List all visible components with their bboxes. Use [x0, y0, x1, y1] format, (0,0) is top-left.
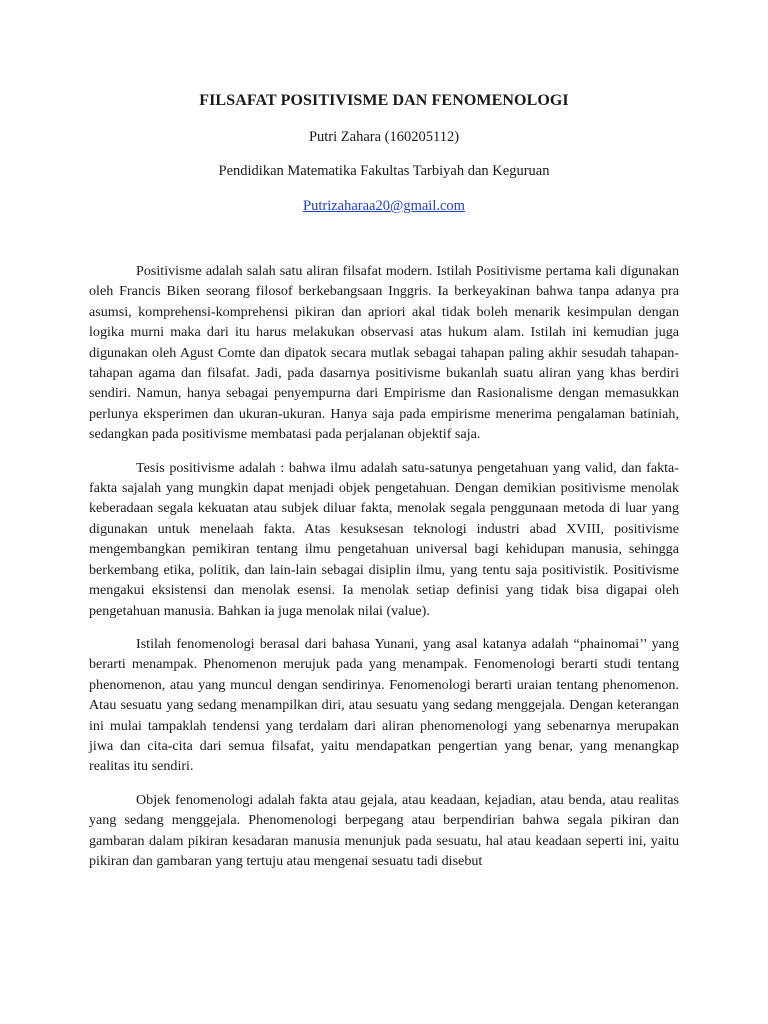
author-name: Putri Zahara (160205112) [308, 129, 460, 145]
body-paragraph: Positivisme adalah salah satu aliran filsafat modern. Istilah Positivisme pertama kali digunakan oleh Francis Biken seorang filosof berkebangsaan Inggris. Ia berkeyakinan bahwa tanpa adanya pra asumsi, komprehensi-komprehensi pikiran dan apriori akal tidak boleh menarik kesimpulan dengan logika murni maka dari itu harus melakukan observasi atas hukum alam. Istilah ini kemudian juga digunakan oleh Agust Comte dan dipatok secara mutlak sebagai tahapan paling akhir sesudah tahapan-tahapan agama dan filsafat. Jadi, pada dasarnya positivisme bukanlah suatu aliran yang khas berdiri sendiri. Namun, hanya sebagai penyempurna dari Empirisme dan Rasionalisme dengan memasukkan perlunya eksperimen dan ukuran-ukuran. Hanya saja pada empirisme menerima pengalaman batiniah, sedangkan pada positivisme membatasi pada perjalanan objektif saja. [89, 263, 679, 443]
author-email [0, 198, 768, 215]
body-paragraph: Tesis positivisme adalah : bahwa ilmu adalah satu-satunya pengetahuan yang valid, dan fakta-fakta sajalah yang mungkin dapat menjadi objek pengetahuan. Dengan demikian positivisme menolak keberadaan segala kekuatan atau subjek diluar fakta, menolak segala penggunaan metoda di luar yang digunakan untuk menelaah fakta. Atas kesuksesan teknologi industri abad XVIII, positivisme mengembangkan pemikiran tentang ilmu pengetahuan universal bagi kehidupan manusia, sehingga berkembang etika, politik, dan lain-lain sebagai disiplin ilmu, yang tentu saja positivistik. Positivisme mengakui eksistensi dan menolak esensi. Ia menolak setiap definisi yang tidak bisa digapai oleh pengetahuan manusia. Bahkan ia juga menolak nilai (value). [89, 459, 679, 619]
email-link[interactable]: Putrizaharaa20@gmail.com [303, 198, 465, 214]
paper-title: FILSAFAT POSITIVISME DAN FENOMENOLOGI [199, 92, 569, 109]
body-paragraph: Istilah fenomenologi berasal dari bahasa Yunani, yang asal katanya adalah “phainomai’’ yang berarti menampak. Phenomenon merujuk pada yang menampak. Fenomenologi berarti studi tentang phenomenon, atau yang muncul dengan sendirinya. Fenomenologi berarti uraian tentang phenomenon. Atau sesuatu yang sedang menampilkan diri, atau sesuatu yang sedang menggejala. Dengan keterangan ini mulai tampaklah tendensi yang terdalam dari aliran phenomenologi yang sebenarnya merupakan jiwa dan cita-cita dari semua filsafat, yaitu mendapatkan pengertian yang benar, yang menangkap realitas itu sendiri. [89, 635, 679, 775]
body-paragraph: Objek fenomenologi adalah fakta atau gejala, atau keadaan, kejadian, atau benda, atau realitas yang sedang menggejala. Phenomenologi berpegang atau berpendirian bahwa segala pikiran dan gambaran dalam pikiran kesadaran manusia menunjuk pada sesuatu, hal atau keadaan seperti ini, yaitu pikiran dan gambaran yang tertuju atau mengenai sesuatu tadi disebut [89, 791, 679, 869]
author-affiliation: Pendidikan Matematika Fakultas Tarbiyah dan Keguruan [218, 163, 550, 179]
paper-body [89, 261, 679, 884]
